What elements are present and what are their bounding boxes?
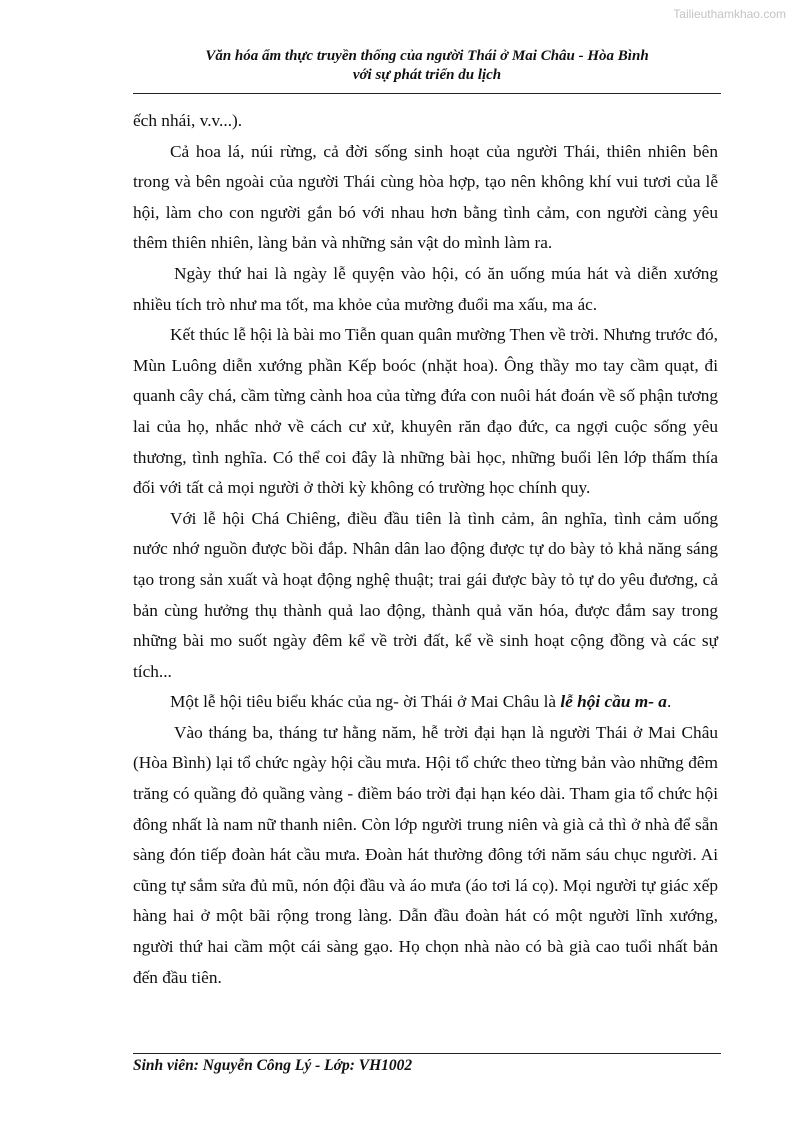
paragraph: Kết thúc lễ hội là bài mo Tiễn quan quân mường Then về trời. Nhưng trước đó, Mùn Luông diễn xướng phần Kếp boóc (nhặt hoa). Ông thầy mo tay cầm quạt, đi quanh cây chá, cầm từng cành hoa của từng đứa con nuôi hát đoán về số phận tương lai của họ, nhắc nhở về cách cư xử, khuyên răn đạo đức, ca ngợi cuộc sống yêu thương, tình nghĩa. Có thể coi đây là những bài học, những buổi lên lớp thấm thía đối với tất cả mọi người ở thời kỳ không có trường học chính quy.: [133, 325, 718, 498]
header-title-line2: với sự phát triển du lịch: [352, 67, 502, 83]
page-footer: Sinh viên: Nguyễn Công Lý - Lớp: VH1002: [133, 1057, 413, 1074]
paragraph: Vào tháng ba, tháng tư hằng năm, hễ trời đại hạn là người Thái ở Mai Châu (Hòa Bình) lại tổ chức ngày hội cầu mưa. Hội tổ chức theo từng bản vào những đêm trăng có quầng đỏ quầng vàng - điềm báo trời đại hạn kéo dài. Tham gia tổ chức hội đông nhất là nam nữ thanh niên. Còn lớp người trung niên và già cả thì ở nhà để sẵn sàng đón tiếp đoàn hát cầu mưa. Đoàn hát thường đông tới năm sáu chục người. Ai cũng tự sắm sửa đủ mũ, nón đội đầu và áo mưa (áo tơi lá cọ). Mọi người tự giác xếp hàng hai ở một bãi rộng trong làng. Dẫn đầu đoàn hát có một người lĩnh xướng, người thứ hai cầm một cái sàng gạo. Họ chọn nhà nào có bà già cao tuổi nhất bản đến đầu tiên.: [133, 722, 718, 987]
paragraph: Ngày thứ hai là ngày lễ quyện vào hội, có ăn uống múa hát và diễn xướng nhiều tích trò như ma tốt, ma khỏe của mường đuổi ma xấu, ma ác.: [133, 263, 718, 314]
paragraph-festival-intro: [133, 687, 718, 718]
footer-divider: [133, 1053, 721, 1054]
festival-name: lễ hội cầu m- a: [560, 692, 667, 712]
paragraph: Cả hoa lá, núi rừng, cả đời sống sinh hoạt của người Thái, thiên nhiên bên trong và bên ngoài của người Thái cùng hòa hợp, tạo nên không khí vui tươi của lễ hội, làm cho con người gắn bó với nhau hơn bằng tình cảm, con người càng yêu thêm thiên nhiên, làng bản và những sản vật do mình làm ra.: [133, 141, 718, 253]
watermark: Tailieuthamkhao.com: [673, 7, 786, 21]
paragraph: Với lễ hội Chá Chiêng, điều đầu tiên là tình cảm, ân nghĩa, tình cảm uống nước nhớ nguồn được bồi đắp. Nhân dân lao động được tự do bày tỏ khả năng sáng tạo trong sản xuất và hoạt động nghệ thuật; trai gái được bày tỏ tự do yêu đương, cả bản cùng hưởng thụ thành quả lao động, thành quả văn hóa, được đắm say trong những bài mo suốt ngày đêm kể về trời đất, kể về sinh hoạt cộng đồng và các sự tích...: [133, 508, 718, 681]
festival-intro-text: Một lễ hội tiêu biểu khác của ng- ời Thái ở Mai Châu là: [170, 692, 561, 712]
festival-end: .: [666, 692, 672, 712]
header-divider: [133, 93, 721, 94]
document-body: [133, 106, 718, 993]
page-header: [133, 47, 721, 85]
header-title-line1: Văn hóa ẩm thực truyền thống của người Thái ở Mai Châu - Hòa Bình: [205, 48, 649, 64]
paragraph-continuation: ếch nhái, v.v...).: [133, 111, 243, 130]
